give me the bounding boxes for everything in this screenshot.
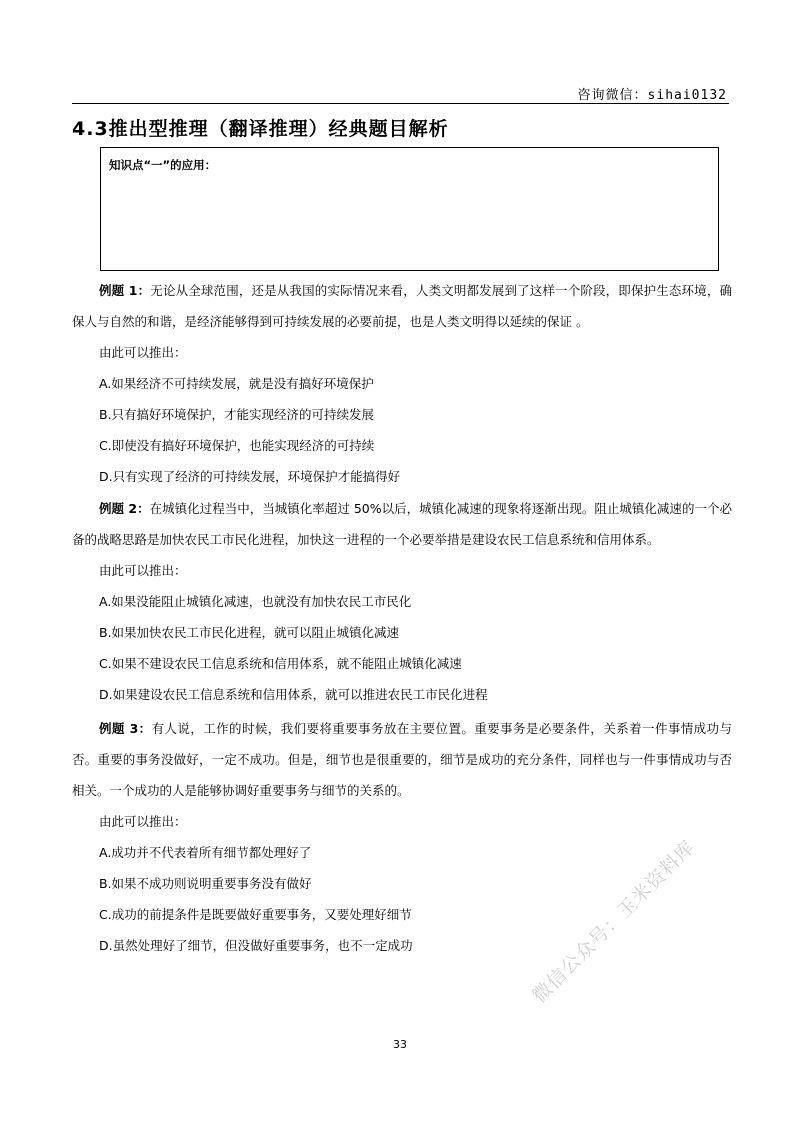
example-3-prompt: 由此可以推出： [99, 814, 187, 829]
example-1-stem [72, 275, 732, 337]
example-3-option-d: D.虽然处理好了细节，但没做好重要事务，也不一定成功 [99, 938, 413, 953]
example-2-option-c: C.如果不建设农民工信息系统和信用体系，就不能阻止城镇化减速 [99, 656, 462, 671]
header-divider [72, 103, 729, 104]
example-1-option-a: A.如果经济不可持续发展，就是没有搞好环境保护 [99, 376, 374, 391]
example-2-prompt: 由此可以推出： [99, 563, 187, 578]
watermark: 微信公众号：玉米资料库 [528, 836, 700, 1008]
example-2-option-b: B.如果加快农民工市民化进程，就可以阻止城镇化减速 [99, 625, 400, 640]
example-1-option-d: D.只有实现了经济的可持续发展，环境保护才能搞得好 [99, 469, 401, 484]
example-1-prompt: 由此可以推出： [99, 345, 187, 360]
example-3-option-a: A.成功并不代表着所有细节都处理好了 [99, 845, 312, 860]
example-1 [72, 275, 732, 492]
example-2-option-d: D.如果建设农民工信息系统和信用体系，就可以推进农民工市民化进程 [99, 687, 488, 702]
example-3-stem [72, 713, 732, 806]
example-3-text: 有人说，工作的时候，我们要将重要事务放在主要位置。重要事务是必要条件，关系着一件事情成功与否。重要的事务没做好，一定不成功。但是，细节也是很重要的，细节是成功的充分条件，同样也与一件事情成功与否相关。一个成功的人是能够协调好重要事务与细节的关系的。 [72, 721, 732, 798]
example-2-label: 例题 2： [99, 501, 150, 516]
example-3 [72, 713, 732, 961]
header-contact: 咨询微信：sihai0132 [577, 88, 727, 103]
example-2-text: 在城镇化过程当中，当城镇化率超过 50%以后，城镇化减速的现象将逐渐出现。阻止城镇化减速的一个必备的战略思路是加快农民工市民化进程，加快这一进程的一个必要举措是建设农民工信息系统和信用体系。 [72, 501, 732, 547]
example-3-option-c: C.成功的前提条件是既要做好重要事务，又要处理好细节 [99, 907, 412, 922]
example-2 [72, 493, 732, 710]
example-1-label: 例题 1： [99, 283, 151, 298]
example-1-text: 无论从全球范围，还是从我国的实际情况来看，人类文明都发展到了这样一个阶段，即保护生态环境，确保人与自然的和谐，是经济能够得到可持续发展的必要前提，也是人类文明得以延续的保证 。 [72, 283, 732, 329]
example-2-stem [72, 493, 732, 555]
example-1-option-c: C.即使没有搞好环境保护，也能实现经济的可持续 [99, 438, 375, 453]
example-1-option-b: B.只有搞好环境保护，才能实现经济的可持续发展 [99, 407, 375, 422]
section-title: 4.3推出型推理（翻译推理）经典题目解析 [72, 118, 449, 140]
knowledge-box [100, 147, 719, 271]
example-3-option-b: B.如果不成功则说明重要事务没有做好 [99, 876, 312, 891]
knowledge-box-label: 知识点“一”的应用： [109, 158, 217, 172]
example-2-option-a: A.如果没能阻止城镇化减速，也就没有加快农民工市民化 [99, 594, 412, 609]
page-number: 33 [393, 1038, 407, 1051]
example-3-label: 例题 3： [99, 721, 152, 736]
